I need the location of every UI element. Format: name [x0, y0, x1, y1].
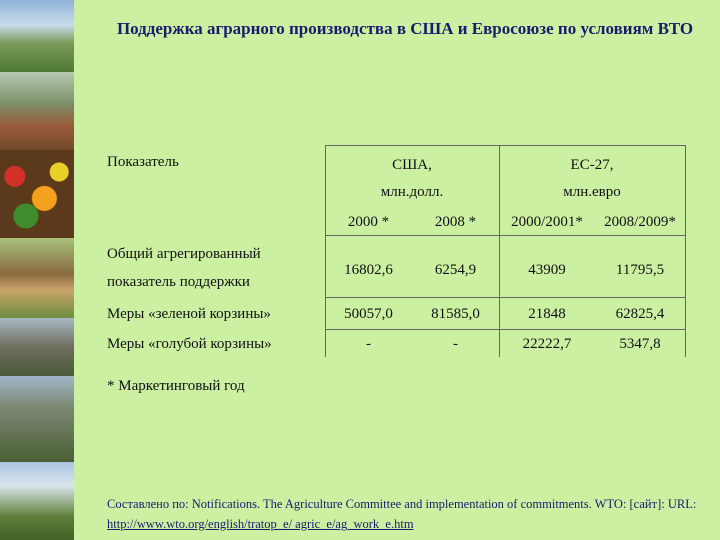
table-border: [325, 329, 685, 330]
indicator-header: Показатель: [107, 154, 179, 170]
table-cell: 11795,5: [615, 262, 665, 278]
row-label: Общий агрегированный: [107, 246, 261, 262]
year-header: 2008/2009*: [604, 214, 676, 230]
row-label: Меры «зеленой корзины»: [107, 306, 271, 322]
eu-unit: млн.евро: [563, 184, 621, 200]
table-cell: 16802,6: [344, 262, 393, 278]
table-cell: 62825,4: [615, 306, 665, 322]
page-title: Поддержка аграрного производства в США и Евросоюзе по условиям ВТО: [116, 19, 694, 38]
table-cell: 21848: [528, 306, 566, 322]
table-border: [325, 235, 685, 236]
table-border: [499, 145, 500, 357]
table-cell: 81585,0: [431, 306, 480, 322]
year-header: 2008 *: [434, 214, 477, 230]
table-cell: 6254,9: [434, 262, 477, 278]
table-cell: 50057,0: [344, 306, 393, 322]
table-border: [685, 145, 686, 357]
table-cell: 22222,7: [522, 336, 572, 352]
source-link[interactable]: http://www.wto.org/english/tratop_e/ agric_e/ag_work_e.htm: [107, 517, 414, 531]
row-label: Меры «голубой корзины»: [107, 336, 272, 352]
eu-header: ЕС-27,: [570, 157, 614, 173]
year-header: 2000/2001*: [511, 214, 583, 230]
table-cell: 43909: [528, 262, 566, 278]
footnote: * Маркетинговый год: [107, 378, 245, 394]
table-border: [325, 145, 326, 357]
table-border: [325, 297, 685, 298]
table-border: [325, 145, 685, 146]
table-cell: -: [453, 336, 458, 352]
source-note: [107, 494, 707, 534]
usa-unit: млн.долл.: [380, 184, 444, 200]
source-text: Составлено по: Notifications. The Agriculture Committee and implementation of commitments. WTO: [сайт]: URL:: [107, 497, 697, 511]
table-cell: -: [366, 336, 371, 352]
row-label: показатель поддержки: [107, 274, 250, 290]
table-cell: 5347,8: [619, 336, 661, 352]
year-header: 2000 *: [347, 214, 390, 230]
usa-header: США,: [392, 157, 432, 173]
